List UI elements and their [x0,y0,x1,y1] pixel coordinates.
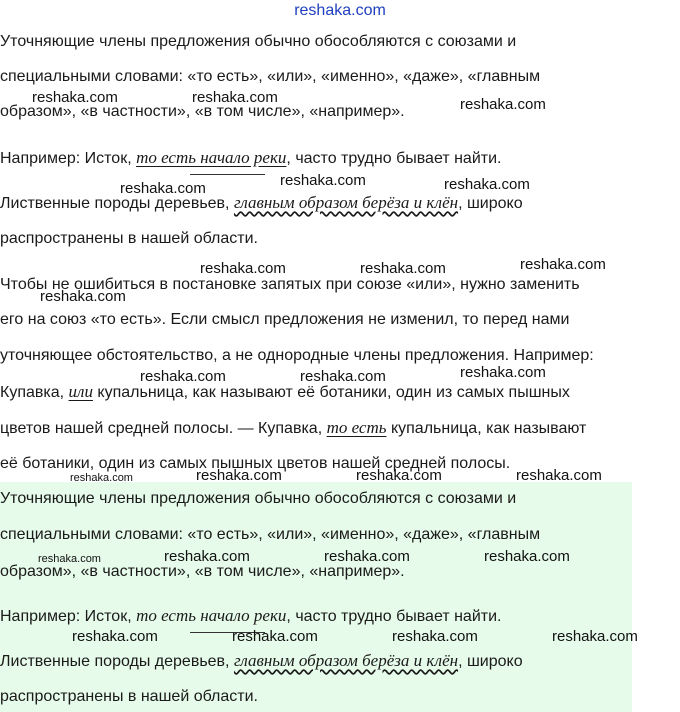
example-prefix: Купавка, [0,384,69,401]
watermark: reshaka.com [356,467,442,484]
watermark: reshaka.com [360,260,446,277]
example-line [0,651,523,672]
watermark: reshaka.com [460,364,546,381]
watermark: reshaka.com [392,628,478,645]
highlighted-phrase: то есть начало реки [136,606,287,625]
example-suffix: купальница, как называют её ботаники, один из самых пышных [92,384,570,401]
example-suffix: , часто трудно бывает найти. [286,608,502,625]
example-line [0,148,501,169]
text-line: образом», «в частности», «в том числе», «например». [0,563,405,580]
watermark: reshaka.com [120,180,206,197]
text-line: распространены в нашей области. [0,230,258,247]
highlighted-word: или [68,382,93,401]
highlight-panel [0,482,632,712]
watermark: reshaka.com [40,288,126,305]
watermark: reshaka.com [38,553,101,565]
highlighted-phrase: то есть начало реки [136,148,287,167]
site-link[interactable]: reshaka.com [294,2,386,19]
watermark: reshaka.com [70,472,133,484]
watermark: reshaka.com [140,368,226,385]
example-line [0,418,586,439]
underline-mark [190,174,265,175]
text-line: образом», «в частности», «в том числе», «например». [0,103,405,120]
text-line: Уточняющие члены предложения обычно обособляются с союзами и [0,490,517,507]
text-line: специальными словами: «то есть», «или», «именно», «даже», «главным [0,68,541,85]
watermark: reshaka.com [232,628,318,645]
watermark: reshaka.com [32,89,118,106]
example-line [0,606,501,627]
highlighted-phrase: то есть [326,418,387,437]
watermark: reshaka.com [444,176,530,193]
watermark: reshaka.com [280,172,366,189]
text-line: уточняющее обстоятельство, а не однородные члены предложения. Например: [0,347,594,364]
highlighted-phrase: главным образом берёза и клён [233,651,459,670]
example-line [0,382,570,403]
example-suffix: , широко [458,195,523,212]
watermark: reshaka.com [200,260,286,277]
example-prefix: Например: Исток, [0,150,137,167]
example-prefix: цветов нашей средней полосы. — Купавка, [0,420,327,437]
text-line: специальными словами: «то есть», «или», «именно», «даже», «главным [0,526,541,543]
watermark: reshaka.com [72,628,158,645]
watermark: reshaka.com [484,548,570,565]
watermark: reshaka.com [520,256,606,273]
watermark: reshaka.com [192,89,278,106]
example-suffix: , широко [458,653,523,670]
text-line: его на союз «то есть». Если смысл предложения не изменил, то перед нами [0,311,570,328]
text-line: её ботаники, один из самых пышных цветов нашей средней полосы. [0,455,511,472]
example-prefix: Лиственные породы деревьев, [0,653,234,670]
example-prefix: Лиственные породы деревьев, [0,195,234,212]
watermark: reshaka.com [460,96,546,113]
watermark: reshaka.com [324,548,410,565]
watermark: reshaka.com [164,548,250,565]
example-suffix: , часто трудно бывает найти. [286,150,502,167]
highlighted-phrase: главным образом берёза и клён [233,193,459,212]
text-line: Чтобы не ошибиться в постановке запятых при союзе «или», нужно заменить [0,276,580,293]
watermark: reshaka.com [552,628,638,645]
example-suffix: купальница, как называют [386,420,587,437]
watermark: reshaka.com [196,467,282,484]
example-line [0,193,523,214]
text-line: Уточняющие члены предложения обычно обособляются с союзами и [0,33,517,50]
text-line: распространены в нашей области. [0,688,258,705]
watermark: reshaka.com [516,467,602,484]
example-prefix: Например: Исток, [0,608,137,625]
watermark: reshaka.com [300,368,386,385]
